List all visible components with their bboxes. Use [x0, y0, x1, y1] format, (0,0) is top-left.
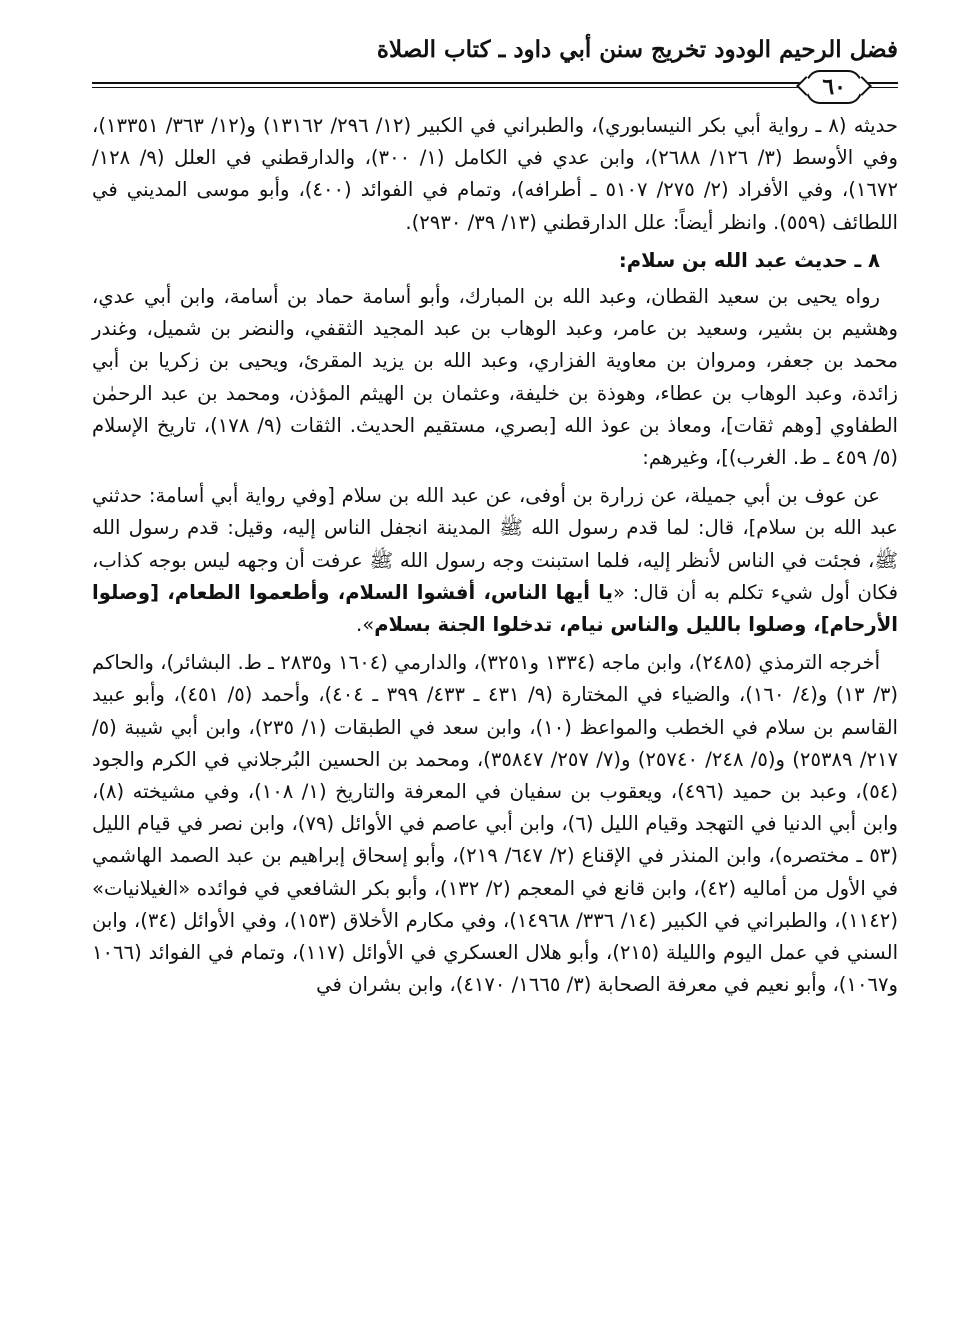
hadith-end: ». [355, 613, 375, 637]
hadith-matn: يا أيها الناس، أفشوا السلام، وأطعموا الطعام، [وصلوا الأرحام]، وصلوا بالليل والناس نيام، تدخلوا الجنة بسلام [92, 580, 898, 637]
paragraph-hadith-text [92, 480, 898, 641]
hadith-chain: عن عوف بن أبي جميلة، عن زرارة بن أوفى، عن عبد الله بن سلام [وفي رواية أبي أسامة: حدثني عبد الله بن سلام]، قال: لما قدم رسول الله ﷺ المدينة انجفل الناس إليه، وقيل: قدم رسول الله ﷺ، فجئت في الناس لأنظر إليه، فلما استبنت وجه رسول الله ﷺ عرفت أن وجهه ليس بوجه كذاب، فكان أول شيء تكلم به أن قال: « [92, 484, 898, 604]
double-rule-line [92, 82, 898, 88]
page-number: ٦٠ [806, 70, 862, 104]
header-rule [92, 70, 898, 110]
running-header [92, 30, 898, 68]
page-number-ornament [802, 70, 866, 104]
section-heading: ٨ ـ حديث عبد الله بن سلام: [618, 248, 880, 272]
paragraph-takhrij: أخرجه الترمذي (٢٤٨٥)، وابن ماجه (١٣٣٤ و٣٢٥١)، والدارمي (١٦٠٤ و٢٨٣٥ ـ ط. البشائر)، والحاكم (٣/ ١٣) و(٤/ ١٦٠)، والضياء في المختارة (٩/ ٤٣١ ـ ٤٣٣/ ٣٩٩ ـ ٤٠٤)، وأحمد (٥/ ٤٥١)، وأبو عبيد القاسم بن سلام في الخطب والمواعظ (١٠)، وابن سعد في الطبقات (١/ ٢٣٥)، وابن أبي شيبة (٥/ ٢١٧/ ٢٥٣٨٩) و(٥/ ٢٤٨/ ٢٥٧٤٠) و(٧/ ٢٥٧/ ٣٥٨٤٧)، ومحمد بن الحسين البُرجلاني في الكرم والجود (٥٤)، وعبد بن حميد (٤٩٦)، ويعقوب بن سفيان في المعرفة والتاريخ (١/ ١٠٨)، وفي مشيخته (٨)، وابن أبي الدنيا في التهجد وقيام الليل (٦)، وابن أبي عاصم في الأوائل (٧٩)، وابن نصر في قيام الليل (٥٣ ـ مختصره)، وابن المنذر في الإقناع (٢/ ٦٤٧/ ٢١٩)، وأبو إسحاق إبراهيم بن عبد الصمد الهاشمي في الأول من أماليه (٤٢)، وابن قانع في المعجم (٢/ ١٣٢)، وأبو بكر الشافعي في فوائده «الغيلانيات» (١١٤٢)، والطبراني في الكبير (١٤/ ٣٣٦/ ١٤٩٦٨)، وفي مكارم الأخلاق (١٥٣)، وفي الأوائل (٣٤)، وابن السني في عمل اليوم والليلة (٢١٥)، وأبو هلال العسكري في الأوائل (١١٧)، وتمام في الفوائد (١٠٦٦ و١٠٦٧)، وأبو نعيم في معرفة الصحابة (٣/ ١٦٦٥/ ٤١٧٠)، وابن بشران في [92, 651, 899, 997]
paragraph-takhrij-continued: حديثه (٨ ـ رواية أبي بكر النيسابوري)، والطبراني في الكبير (١٢/ ٢٩٦/ ١٣١٦٢) و(١٢/ ٣٦٣/ ١٣٣٥١)، وفي الأوسط (٣/ ١٢٦/ ٢٦٨٨)، وابن عدي في الكامل (١/ ٣٠٠)، والدارقطني في العلل (٩/ ١٢٨/ ١٦٧٢)، وفي الأفراد (٢/ ٢٧٥/ ٥١٠٧ ـ أطرافه)، وتمام في الفوائد (٤٠٠)، وأبو موسى المديني في اللطائف (٥٥٩). وانظر أيضاً: علل الدارقطني (١٣/ ٣٩/ ٢٩٣٠). [92, 114, 898, 234]
page-body [92, 110, 898, 1001]
paragraph-narrators: رواه يحيى بن سعيد القطان، وعبد الله بن المبارك، وأبو أسامة حماد بن أسامة، وابن أبي عدي، وهشيم بن بشير، وسعيد بن عامر، وعبد الوهاب بن عبد المجيد الثقفي، والنضر بن شميل، وغندر محمد بن جعفر، ومروان بن معاوية الفزاري، وعبد الله بن يزيد المقرئ، ويحيى بن زكريا بن أبي زائدة، وعبد الوهاب بن عطاء، وهوذة بن خليفة، وعثمان بن الهيثم المؤذن، ومحمد بن عبد الرحمٰن الطفاوي [وهم ثقات]، ومعاذ بن عوذ الله [بصري، مستقيم الحديث. الثقات (٩/ ١٧٨)، تاريخ الإسلام (٥/ ٤٥٩ ـ ط. الغرب)]، وغيرهم: [92, 285, 898, 470]
running-header-title: فضل الرحيم الودود تخريج سنن أبي داود ـ كتاب الصلاة [376, 35, 898, 63]
